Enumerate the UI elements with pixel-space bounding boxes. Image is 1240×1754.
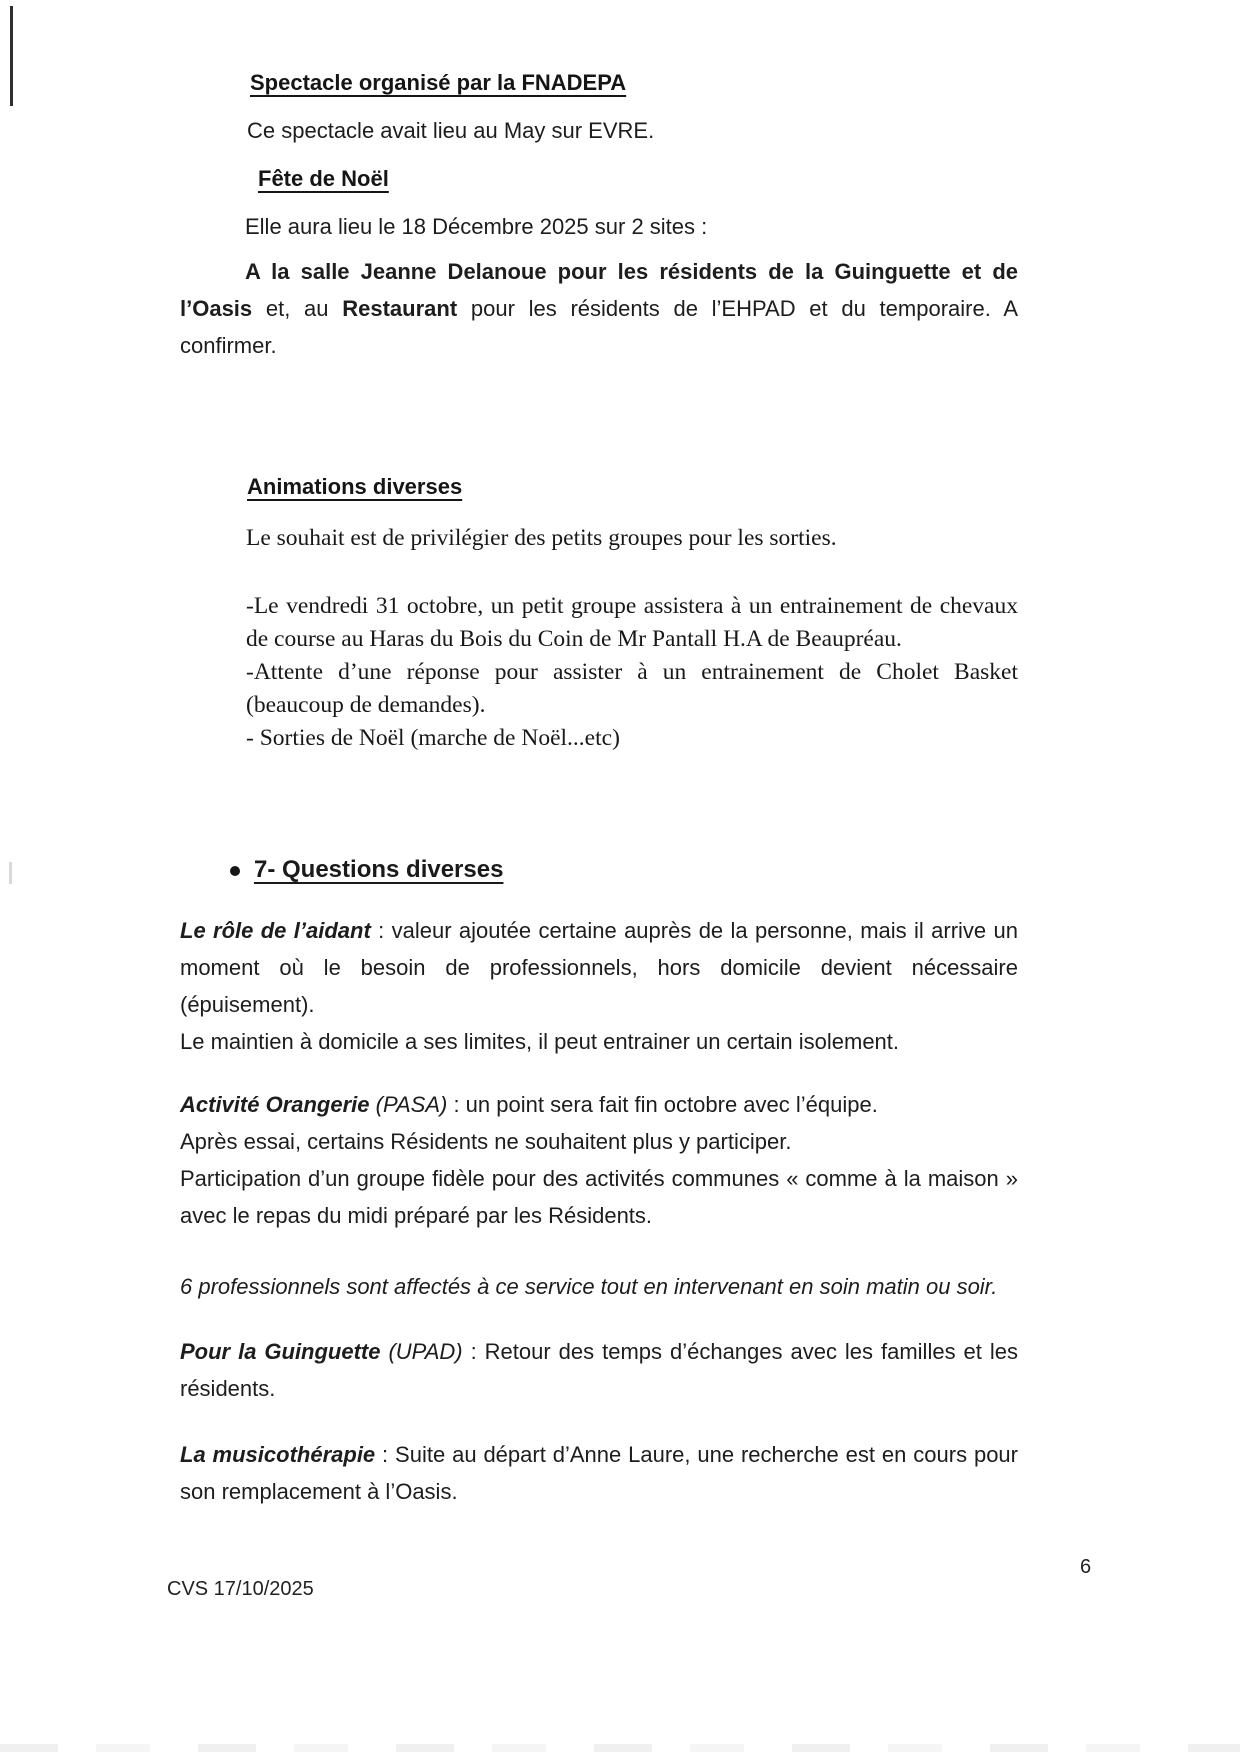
venue-regular-1: et, au — [252, 296, 343, 321]
venue-bold-restaurant: Restaurant — [342, 296, 458, 321]
orangerie-lead: Activité Orangerie — [180, 1092, 370, 1117]
page-number: 6 — [1080, 1556, 1092, 1578]
paragraph-animations-intro: Le souhait est de privilégier des petits groupes pour les sorties. — [246, 525, 837, 551]
list-item: - Sorties de Noël (marche de Noël...etc) — [246, 725, 620, 751]
venue-regular-2: pour les résidents de l’EHPAD et du temporaire. A confirmer. — [180, 296, 1018, 358]
venue-bold-salle: A la salle Jeanne Delanoue pour les résidents de la Guinguette et de l’Oasis — [180, 259, 1018, 321]
musicotherapie-lead: La musicothérapie — [180, 1442, 376, 1467]
musicotherapie-text: : Suite au départ d’Anne Laure, une recherche est en cours pour son remplacement à l’Oasis. — [180, 1442, 1018, 1504]
heading-fete-de-noel: Fête de Noël — [258, 166, 389, 191]
paragraph-fete-venues — [180, 253, 1018, 364]
heading-spectacle-fnadepa: Spectacle organisé par la FNADEPA — [250, 70, 627, 95]
guinguette-paren: (UPAD) — [380, 1339, 471, 1364]
paragraph-professionnels: 6 professionnels sont affectés à ce service tout en intervenant en soin matin ou soir. — [180, 1274, 998, 1299]
orangerie-line2: Après essai, certains Résidents ne souhaitent plus y participer. — [180, 1129, 792, 1154]
questions-heading-row — [230, 856, 503, 884]
paragraph-spectacle-body: Ce spectacle avait lieu au May sur EVRE. — [247, 118, 655, 143]
scan-artifact-smudge — [9, 862, 12, 884]
scan-artifact-left-line — [10, 6, 13, 106]
orangerie-line3: Participation d’un groupe fidèle pour des activités communes « comme à la maison » avec le repas du midi préparé par les Résidents. — [180, 1166, 1018, 1228]
animations-list — [246, 590, 1018, 755]
heading-questions-diverses: 7- Questions diverses — [254, 856, 504, 883]
bullet-icon — [230, 866, 240, 876]
paragraph-fete-intro: Elle aura lieu le 18 Décembre 2025 sur 2 sites : — [245, 214, 708, 239]
paragraph-role-aidant — [180, 912, 1018, 1060]
aidant-text: : valeur ajoutée certaine auprès de la personne, mais il arrive un moment où le besoin de professionnels, hors domicile devient nécessaire (épuisement). — [180, 918, 1019, 1017]
orangerie-paren: (PASA) — [369, 1092, 448, 1117]
aidant-line2: Le maintien à domicile a ses limites, il peut entrainer un certain isolement. — [180, 1029, 900, 1054]
footer-document-reference: CVS 17/10/2025 — [167, 1578, 314, 1600]
guinguette-lead: Pour la Guinguette — [180, 1339, 381, 1364]
heading-animations-diverses: Animations diverses — [247, 474, 463, 499]
scan-artifact-bottom-band — [0, 1744, 1240, 1752]
paragraph-activite-orangerie — [180, 1086, 1018, 1234]
paragraph-musicotherapie — [180, 1436, 1018, 1510]
list-item: -Attente d’une réponse pour assister à un entrainement de Cholet Basket (beaucoup de demandes). — [246, 659, 1018, 718]
orangerie-text: : un point sera fait fin octobre avec l’équipe. — [447, 1092, 878, 1117]
aidant-lead: Le rôle de l’aidant — [180, 918, 371, 943]
list-item: -Le vendredi 31 octobre, un petit groupe assistera à un entrainement de chevaux de course au Haras du Bois du Coin de Mr Pantall H.A de Beaupréau. — [246, 593, 1018, 652]
guinguette-text: : Retour des temps d’échanges avec les familles et les résidents. — [180, 1339, 1018, 1401]
paragraph-guinguette — [180, 1333, 1018, 1407]
